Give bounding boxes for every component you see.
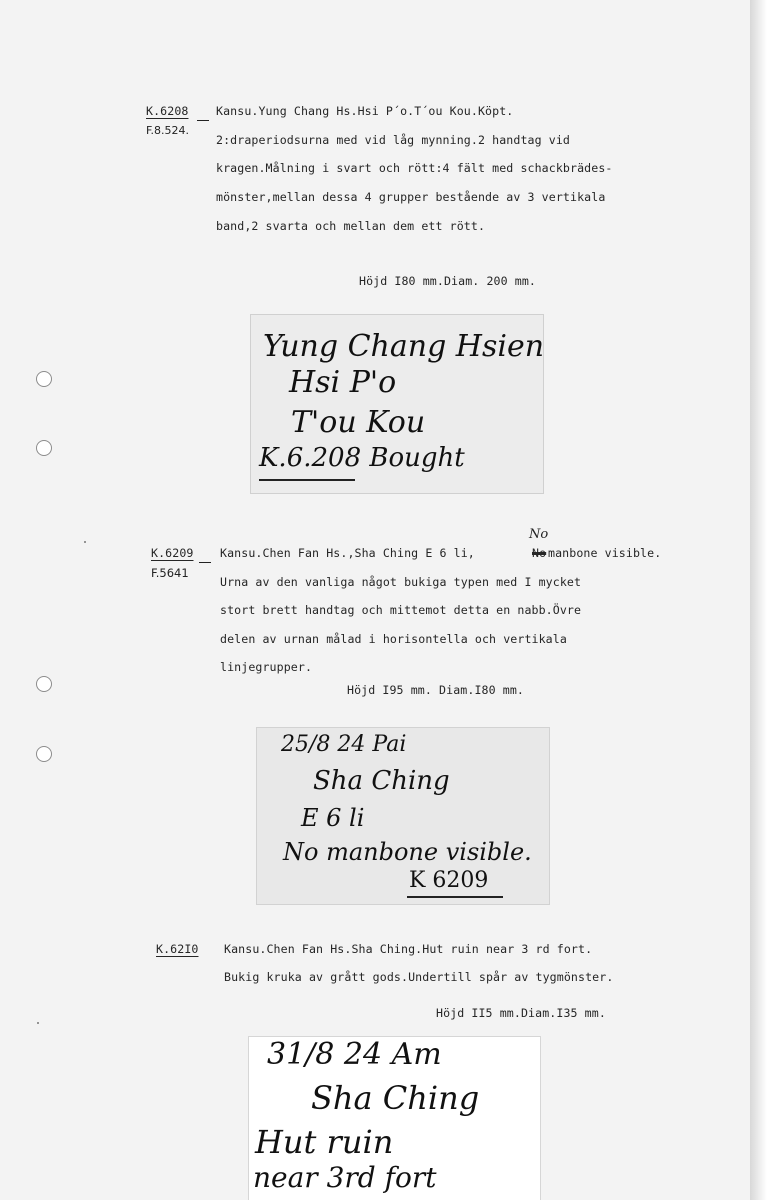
binder-hole xyxy=(36,371,52,387)
paper-speck xyxy=(37,1022,39,1024)
pasted-field-label xyxy=(256,727,550,905)
description-line: Urna av den vanliga något bukiga typen med I mycket xyxy=(220,575,582,589)
catalog-number: K.62I0 xyxy=(156,942,199,956)
description-line: kragen.Målning i svart och rött:4 fält med schackbrädes- xyxy=(216,161,613,175)
label-handwriting: Yung Chang Hsien xyxy=(263,329,545,364)
label-underline xyxy=(407,896,503,898)
pasted-field-label xyxy=(248,1036,541,1200)
dimensions: Höjd I80 mm.Diam. 200 mm. xyxy=(359,274,537,288)
number-underline-extension xyxy=(199,562,211,563)
entry-heading-tail: manbone visible. xyxy=(548,546,662,560)
label-handwriting: E 6 li xyxy=(301,804,365,832)
label-handwriting: near 3rd fort xyxy=(253,1161,437,1194)
label-handwriting: No manbone visible. xyxy=(283,838,532,866)
label-handwriting: 31/8 24 Am xyxy=(267,1037,442,1072)
pasted-field-label xyxy=(250,314,544,494)
binder-hole xyxy=(36,440,52,456)
label-handwriting: Hut ruin xyxy=(255,1123,394,1161)
label-handwriting: Hsi P'o xyxy=(289,365,397,400)
description-line: stort brett handtag och mittemot detta en nabb.Övre xyxy=(220,603,582,617)
label-handwriting: Sha Ching xyxy=(311,1079,480,1117)
entry-heading: Kansu.Chen Fan Hs.,Sha Ching E 6 li, xyxy=(220,546,475,560)
entry-heading: Kansu.Chen Fan Hs.Sha Ching.Hut ruin near 3 rd fort. xyxy=(224,942,593,956)
label-underline xyxy=(259,479,355,481)
dimensions: Höjd II5 mm.Diam.I35 mm. xyxy=(436,1006,606,1020)
catalog-number: K.6208 xyxy=(146,104,189,118)
catalog-number: K.6209 xyxy=(151,546,194,560)
field-number: F.8.524. xyxy=(146,124,190,137)
label-handwriting: Sha Ching xyxy=(313,766,450,796)
description-line: band,2 svarta och mellan dem ett rött. xyxy=(216,219,486,233)
label-handwriting: K 6209 xyxy=(409,868,489,893)
binder-hole xyxy=(36,676,52,692)
number-underline-extension xyxy=(197,120,209,121)
description-line: Bukig kruka av grått gods.Undertill spår av tygmönster. xyxy=(224,970,614,984)
paper-speck xyxy=(84,541,86,543)
handwritten-insertion: No xyxy=(529,527,549,542)
description-line: delen av urnan målad i horisontella och vertikala xyxy=(220,632,567,646)
description-line: 2:draperiodsurna med vid låg mynning.2 handtag vid xyxy=(216,133,571,147)
entry-heading: Kansu.Yung Chang Hs.Hsi P´o.T´ou Kou.Köpt. xyxy=(216,104,514,118)
struck-out-word: No xyxy=(532,546,547,560)
field-number: F.5641 xyxy=(151,566,189,580)
binder-hole xyxy=(36,746,52,762)
dimensions: Höjd I95 mm. Diam.I80 mm. xyxy=(347,683,525,697)
label-handwriting: T'ou Kou xyxy=(291,405,426,440)
description-line: mönster,mellan dessa 4 grupper bestående av 3 vertikala xyxy=(216,190,606,204)
page-edge-shadow xyxy=(750,0,767,1200)
label-handwriting: K.6.208 Bought xyxy=(259,443,465,473)
description-line: linjegrupper. xyxy=(220,660,313,674)
label-handwriting: 25/8 24 Pai xyxy=(281,732,407,757)
